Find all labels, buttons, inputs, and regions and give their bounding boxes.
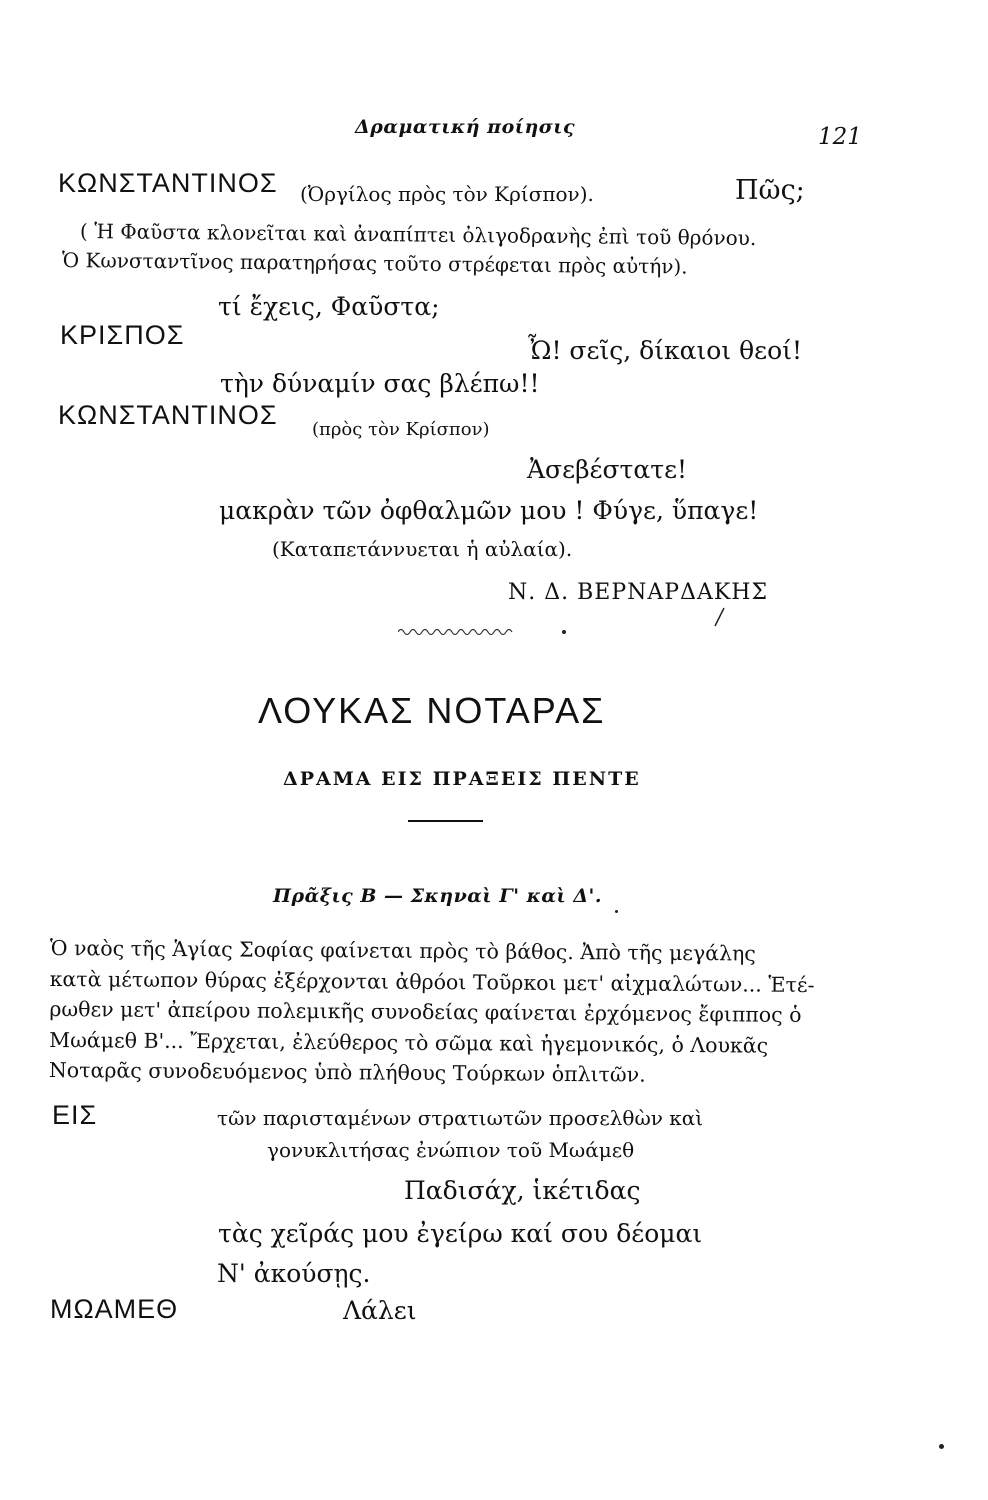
print-speck [615, 910, 618, 913]
speech-line: Ν' ἀκούσῃς. [217, 1259, 371, 1288]
speaker-konstantinos: ΚΩΝΣΤΑΝΤΙΝΟΣ [58, 168, 278, 198]
print-speck [562, 630, 566, 634]
author-signature: Ν. Δ. ΒΕΡΝΑΡΔΑΚΗΣ [508, 580, 769, 605]
stage-direction: τῶν παρισταμένων στρατιωτῶν προσελθὼν καὶ [217, 1106, 704, 1130]
divider-rule [408, 820, 483, 822]
speech-line: Πῶς; [735, 175, 805, 206]
ornament-squiggle [398, 625, 518, 639]
stage-direction: ( Ἡ Φαῦστα κλονεῖται καὶ ἀναπίπτει ὀλιγοδρανὴς ἐπὶ τοῦ θρόνου. [79, 219, 757, 251]
ink-stroke [712, 606, 726, 632]
play-title: ΛΟΥΚΑΣ ΝΟΤΑΡΑΣ [258, 690, 606, 731]
speech-line: Παδισάχ, ἱκέτιδας [404, 1176, 641, 1205]
speaker-moameth: ΜΩΑΜΕΘ [50, 1294, 179, 1324]
speech-line: τὰς χεῖράς μου ἐγείρω καί σου δέομαι [218, 1219, 703, 1248]
prose-line: ρωθεν μετ' ἀπείρου πολεμικῆς συνοδείας φαίνεται ἐρχόμενος ἔφιππος ὁ [49, 996, 802, 1027]
prose-line: Μωάμεθ Β'... Ἔρχεται, ἐλεύθερος τὸ σῶμα καὶ ἡγεμονικός, ὁ Λουκᾶς [49, 1027, 769, 1058]
prose-line: Νοταρᾶς συνοδευόμενος ὑπὸ πλήθους Τούρκων ὁπλιτῶν. [48, 1057, 646, 1087]
speech-line: μακρὰν τῶν ὀφθαλμῶν μου ! Φύγε, ὕπαγε! [219, 496, 759, 525]
stage-direction: (πρὸς τὸν Κρίσπον) [312, 419, 490, 440]
stage-direction: Ὁ Κωνσταντῖνος παρατηρήσας τοῦτο στρέφεται πρὸς αὐτήν). [61, 248, 688, 279]
prose-line: Ὁ ναὸς τῆς Ἁγίας Σοφίας φαίνεται πρὸς τὸ βάθος. Ἀπὸ τῆς μεγάλης [49, 935, 756, 966]
speaker-konstantinos: ΚΩΝΣΤΑΝΤΙΝΟΣ [58, 400, 278, 430]
print-speck [939, 1444, 944, 1449]
speech-line: τὴν δύναμίν σας βλέπω!! [220, 369, 540, 398]
stage-direction: γονυκλιτήσας ἐνώπιον τοῦ Μωάμεθ [267, 1138, 635, 1162]
speech-line: Ὦ! σεῖς, δίκαιοι θεοί! [528, 336, 803, 365]
page-number: 121 [818, 124, 862, 150]
stage-direction: (Ὀργίλος πρὸς τὸν Κρίσπον). [300, 182, 594, 206]
speech-line: Ἀσεβέστατε! [527, 455, 688, 484]
running-title: Δραματική ποίησις [355, 116, 576, 138]
stage-description [49, 933, 870, 1092]
speech-line: Λάλει [343, 1296, 417, 1325]
speech-line: τί ἔχεις, Φαῦστα; [218, 292, 440, 321]
speaker-eis: ΕΙΣ [52, 1100, 98, 1130]
prose-line: κατὰ μέτωπον θύρας ἐξέρχονται ἀθρόοι Τοῦρκοι μετ' αἰχμαλώτων... Ἑτέ- [49, 966, 815, 997]
play-subtitle: ΔΡΑΜΑ ΕΙΣ ΠΡΑΞΕΙΣ ΠΕΝΤΕ [283, 768, 641, 790]
stage-direction: (Καταπετάννυεται ἡ αὐλαία). [272, 537, 573, 561]
speaker-krispos: ΚΡΙΣΠΟΣ [60, 320, 185, 350]
section-heading: Πρᾶξις Β — Σκηναὶ Γ' καὶ Δ'. [273, 885, 602, 907]
